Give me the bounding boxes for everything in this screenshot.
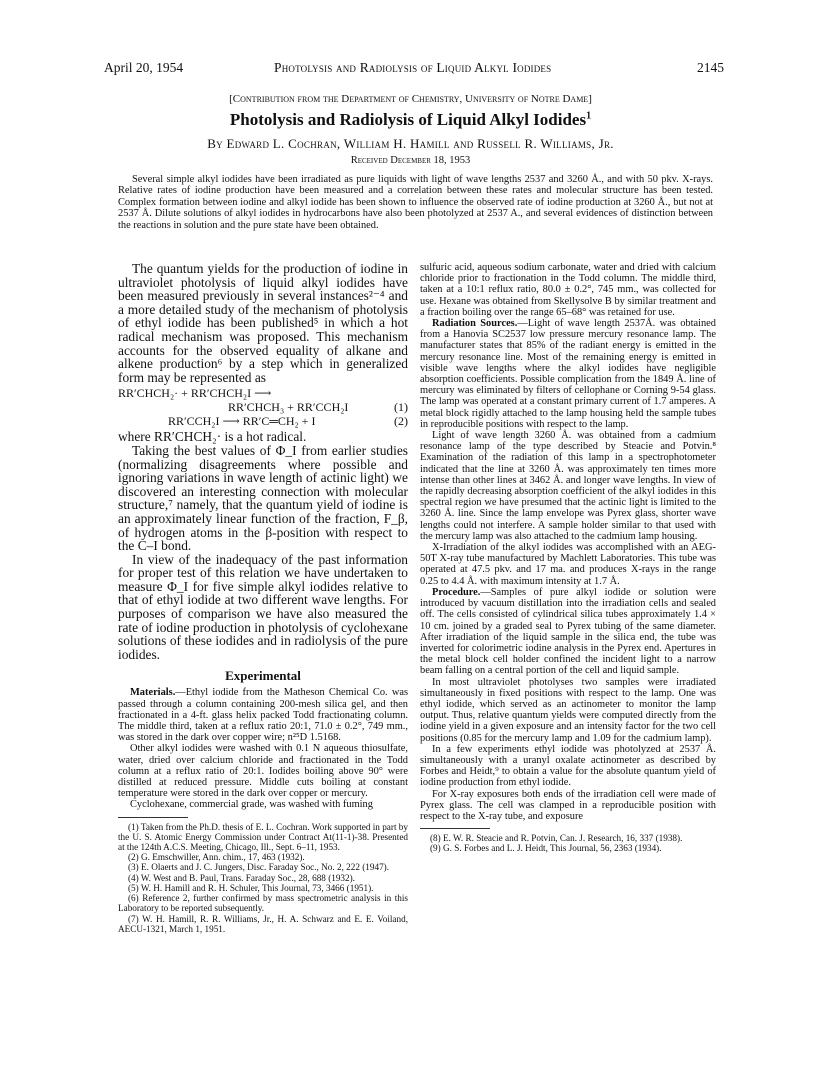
title-footnote-mark: 1: [586, 110, 592, 122]
footnote-9: (9) G. S. Forbes and L. J. Heidt, This Journal, 56, 2363 (1934).: [430, 843, 662, 854]
footnote-5: (5) W. H. Hamill and R. H. Schuler, This Journal, 73, 3466 (1951).: [128, 882, 374, 893]
xray-paragraph: X-Irradiation of the alkyl iodides was accomplished with an AEG-50T X-ray tube manufactured by Machlett Laboratories. This tube was operated at 47.5 pkv. and 17 ma. and produces X-rays in the range 0.25 to 4.4 Å. with maximum intensity at 1.7 Å.: [420, 542, 716, 587]
ultraviolet-paragraph: In most ultraviolet photolyses two samples were irradiated simultaneously in fixed positions with respect to the lamp. One was ethyl iodide, which served as an actinometer to monitor the lamp output. Thus, relative quantum yields were computed directly from the iodine yield in a given exposure and an intensity factor for the two cell positions (0.85 for the mercury lamp and 1.09 for the cadmium lamp).: [420, 676, 716, 744]
materials-text: —Ethyl iodide from the Matheson Chemical Co. was passed through a column containing 200-mesh silica gel, and then fractionated in a 4-ft. glass helix packed Todd fractionating column. The middle third, taken at a reflux ratio 20:1, 71.0 ± 0.2°, 749 mm., was stored in the dark over copper wire; n²⁵D 1.5168.: [118, 687, 408, 744]
intro-paragraph-2: where RR′CHCH₂· is a hot radical.: [118, 429, 307, 445]
radiation-sources-text: —Light of wave length 2537Å. was obtained from a Hanovia SC2537 low pressure mercury resonance lamp. The manufacturer states that 85% of the radiant energy is emitted in the mercury resonance line. Most of the remaining energy is emitted in visible wave lengths where the alkyl iodides have negligible absorption coefficients. Possible complication from the 1849 Å. line of mercury was eliminated by filters of cellophane or Corning 9-54 glass. The lamp was operated at a constant primary current of 1.7 amperes. A metal block rigidly attached to the lamp housing held the sample tubes in reproducible positions with respect to the lamp.: [420, 318, 716, 430]
footnote-2: (2) G. Emschwiller, Ann. chim., 17, 463 (1932).: [128, 852, 305, 863]
xray-exposure-paragraph: For X-ray exposures both ends of the irradiation cell were made of Pyrex glass. The cell was clamped in a reproducible position with respect to the X-ray tube, and exposure: [420, 788, 716, 822]
footnote-rule: [118, 817, 188, 818]
other-iodides-paragraph: Other alkyl iodides were washed with 0.1 N aqueous thiosulfate, water, dried over calcium chloride and fractionated in the Todd column at a reflux ratio of 20:1. Iodides boiling above 90° were distilled at reduced pressure. Middle cuts boiling at constant temperature were stored in the dark over copper or mercury.: [118, 743, 408, 800]
introduction: [118, 262, 408, 661]
page-number: 2145: [697, 60, 724, 75]
footnote-8: (8) E. W. R. Steacie and R. Potvin, Can. J. Research, 16, 337 (1938).: [430, 833, 683, 844]
left-column: [118, 262, 408, 934]
received-date: Received December 18, 1953: [350, 155, 471, 166]
equation-2-number: (2): [394, 414, 408, 429]
abstract: Several simple alkyl iodides have been irradiated as pure liquids with light of wave lengths 2537 and 3260 Å., and with 50 pkv. X-rays. Relative rates of iodine production have been measured and a correlation between these rates and molecular structure has been tested. Complex formation between iodine and alkyl iodide has been shown to influence the observed rate of iodine production at 3260 Å., but not at 2537 Å. Dilute solutions of alkyl iodides in hydrocarbons have also been photolyzed at 2537 A., and several evidences of distinction between the reactions in solution and the pure state have been obtained.: [118, 174, 713, 231]
procedure-heading: Procedure.: [432, 586, 481, 598]
cyclohexane-paragraph: Cyclohexane, commercial grade, was washed with fuming: [130, 799, 373, 811]
cadmium-lamp-paragraph: Light of wave length 3260 Å. was obtained from a cadmium resonance lamp of the type described by Steacie and Potvin.⁸ Examination of the radiation of this lamp in a spectrophotometer indicated that the line at 3260 Å. was approximately ten times more intense than other lines at 3462 Å. and longer wave lengths. In view of the rapidly decreasing absorption coefficient of the alkyl iodides in this spectral region we have presumed that the actinic light is limited to the 3260 Å. line. Since the lamp envelope was Pyrex glass, shorter wave lengths could not interfere. A sample holder similar to that used with the mercury lamp was also attached to the cadmium lamp housing.: [420, 430, 716, 542]
equation-1-number: (1): [394, 400, 408, 415]
sulfuric-paragraph: sulfuric acid, aqueous sodium carbonate, water and dried with calcium chloride prior to fractionation in the Todd column. The middle third, taken at a 10:1 reflux ratio, 80.0 ± 0.2°, 745 mm., was collected for use. Hexane was obtained from Skellysolve B by similar treatment and a fraction boiling over the range 65–68° was retained for use.: [420, 262, 716, 318]
footnote-7: (7) W. H. Hamill, R. R. Williams, Jr., H. A. Schwarz and E. E. Voiland, AECU-1321, March 1, 1951.: [118, 913, 408, 934]
running-head: [104, 60, 724, 78]
procedure-paragraph: [420, 587, 716, 677]
experimental-left: [118, 687, 408, 810]
footnote-6: (6) Reference 2, further confirmed by mass spectrometric analysis in this Laboratory to be reported subsequently.: [118, 893, 408, 914]
actinometer-paragraph: In a few experiments ethyl iodide was photolyzed at 2537 Å. simultaneously with a uranyl oxalate actinometer as described by Forbes and Heidt,⁹ to obtain a value for the absolute quantum yield of iodine production from ethyl iodide.: [420, 743, 716, 789]
experimental-right: [420, 262, 716, 822]
radiation-sources-paragraph: [420, 318, 716, 430]
contribution-line: [Contribution from the Department of Chemistry, University of Notre Dame]: [229, 93, 592, 105]
radiation-sources-heading: Radiation Sources.: [432, 318, 518, 330]
footnote-4: (4) W. West and B. Paul, Trans. Faraday Soc., 28, 688 (1932).: [128, 872, 355, 883]
right-column: [420, 262, 716, 854]
intro-paragraph-4: In view of the inadequacy of the past information for proper test of this relation we have undertaken to measure Φ_I for five simple alkyl iodides relative to that of ethyl iodide at two different wave lengths. For purposes of comparison we have also measured the rate of iodine production in photolysis of cyclohexane solutions of these iodides and in radiolysis of the pure iodides.: [118, 551, 408, 662]
materials-heading: Materials.: [130, 687, 176, 699]
footnote-rule-right: [420, 828, 490, 829]
author-line: By Edward L. Cochran, William H. Hamill and Russell R. Williams, Jr.: [207, 136, 614, 151]
article-title: [0, 110, 821, 130]
article-title-text: Photolysis and Radiolysis of Liquid Alkyl Iodides: [229, 110, 587, 129]
running-title: Photolysis and Radiolysis of Liquid Alkyl Iodides: [274, 60, 552, 75]
intro-paragraph-3: Taking the best values of Φ_I from earlier studies (normalizing disagreements where possible and ignoring variations in wave length of actinic light) we discovered an interesting connection with molecular structure,⁷ namely, that the quantum yield of iodine is an approximately linear function of the fraction, F_β, of hydrogen atoms in the β-position with respect to the C–I bond.: [118, 442, 408, 554]
equation-2-text: RR′CCH₂I ⟶ RR′C═CH₂ + I: [168, 414, 316, 429]
section-heading-experimental: Experimental: [225, 668, 301, 684]
equation-1-rhs: RR′CHCH₃ + RR′CCH₂I: [228, 400, 349, 415]
equation-1-lhs: RR′CHCH₂· + RR′CHCH₂I ⟶: [118, 386, 272, 401]
equation-2: [168, 414, 408, 428]
footnote-3: (3) E. Olaerts and J. C. Jungers, Disc. Faraday Soc., No. 2, 222 (1947).: [128, 862, 390, 873]
footnote-1: (1) Taken from the Ph.D. thesis of E. L. Cochran. Work supported in part by the U. S. Atomic Energy Commission under Contract At(11-1)-38. Presented at the 124th A.C.S. Meeting, Chicago, Ill., Sept. 6–11, 1953.: [118, 821, 408, 853]
intro-paragraph-1: The quantum yields for the production of iodine in ultraviolet photolysis of liquid alkyl iodides have been measured previously in several instances²⁻⁴ and a more detailed study of the mechanism of photolysis of ethyl iodide has been published⁵ in which a hot radical mechanism was proposed. This mechanism accounts for the observed equality of alkane and alkene production⁶ by a step which in generalized form may be represented as: [118, 261, 408, 385]
equation-1: [118, 386, 408, 414]
issue-date: April 20, 1954: [104, 60, 184, 75]
materials-paragraph: [118, 687, 408, 743]
footnotes-right: [420, 833, 716, 853]
equation-1-rhs-line: [118, 400, 408, 414]
procedure-text: —Samples of pure alkyl iodide or solution were introduced by vacuum distillation into the irradiation cells and sealed off. The cells consisted of cylindrical silica tubes approximately 1.4 × 10 cm. joined by a graded seal to Pyrex tubing of the same diameter. After irradiation of the liquid sample in the silica end, the tube was inverted for colorimetric iodine analysis in the Pyrex end. Apertures in the metal block cell holder confined the incident light to a narrow beam falling on a central portion of the cell and liquid sample.: [420, 586, 716, 677]
footnotes-left: [118, 822, 408, 934]
